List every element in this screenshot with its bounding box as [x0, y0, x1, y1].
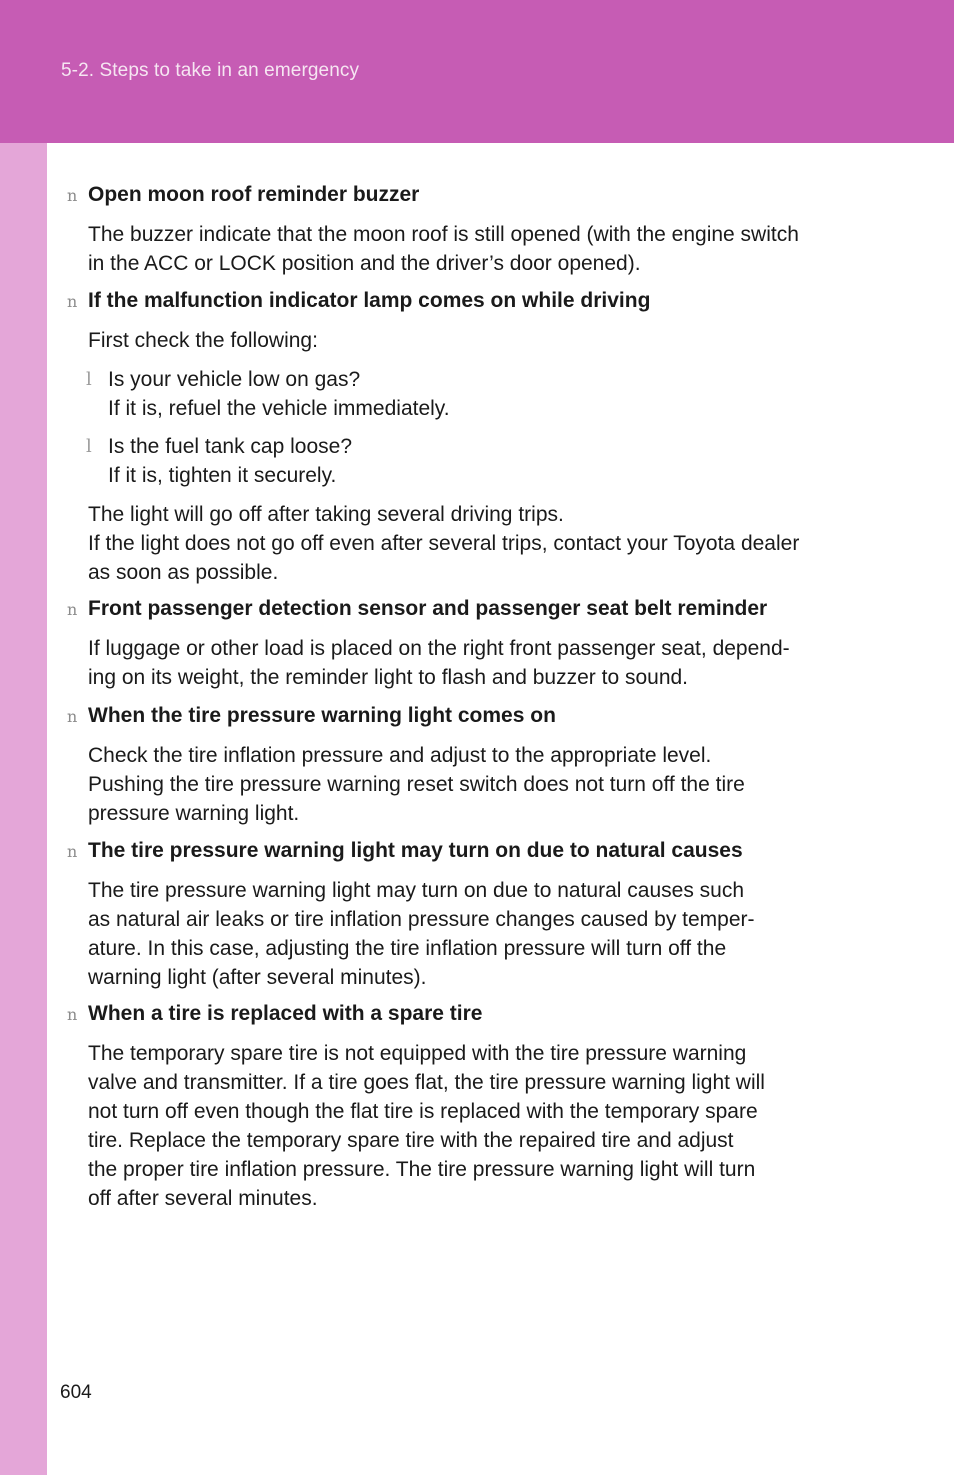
body-line: tire. Replace the temporary spare tire with the repaired tire and adjust — [88, 1129, 734, 1152]
section-body — [88, 634, 857, 692]
heading-text: Front passenger detection sensor and passenger seat belt reminder — [88, 597, 768, 620]
body-line: The tire pressure warning light may turn on due to natural causes such — [88, 879, 745, 902]
heading-text: When the tire pressure warning light comes on — [88, 704, 556, 727]
section-heading — [67, 1002, 867, 1026]
body-line: Pushing the tire pressure warning reset switch does not turn off the tire — [88, 773, 745, 796]
heading-marker-icon: n — [67, 842, 78, 861]
body-line: First check the following: — [88, 329, 318, 352]
heading-text: The tire pressure warning light may turn on due to natural causes — [88, 839, 743, 862]
body-line: The temporary spare tire is not equipped with the tire pressure warning — [88, 1042, 747, 1065]
section-heading — [67, 289, 867, 313]
section-body — [88, 876, 857, 992]
section-intro — [88, 326, 857, 355]
header-band — [0, 0, 954, 143]
body-line: as soon as possible. — [88, 561, 279, 584]
page-number: 604 — [60, 1382, 92, 1403]
section-body — [88, 220, 857, 278]
bullet-question: Is the fuel tank cap loose? — [108, 435, 352, 458]
body-line: as natural air leaks or tire inflation pressure changes caused by temper- — [88, 908, 755, 931]
section-heading — [67, 183, 867, 207]
section-body — [88, 500, 857, 587]
heading-marker-icon: n — [67, 292, 78, 311]
body-line: Check the tire inflation pressure and adjust to the appropriate level. — [88, 744, 712, 767]
body-line: valve and transmitter. If a tire goes flat, the tire pressure warning light will — [88, 1071, 765, 1094]
heading-text: When a tire is replaced with a spare tire — [88, 1002, 483, 1025]
section-body — [88, 1039, 857, 1213]
body-line: the proper tire inflation pressure. The tire pressure warning light will turn — [88, 1158, 756, 1181]
section-body — [88, 741, 857, 828]
body-line: If luggage or other load is placed on the right front passenger seat, depend- — [88, 637, 790, 660]
section-title: 5-2. Steps to take in an emergency — [61, 60, 360, 81]
heading-marker-icon: n — [67, 600, 78, 619]
section-heading — [67, 704, 867, 728]
heading-marker-icon: n — [67, 707, 78, 726]
heading-text: Open moon roof reminder buzzer — [88, 183, 420, 206]
body-line: not turn off even though the flat tire is replaced with the temporary spare — [88, 1100, 758, 1123]
body-line: The light will go off after taking several driving trips. — [88, 503, 564, 526]
bullet-answer: If it is, refuel the vehicle immediately. — [108, 397, 450, 420]
bullet-question: Is your vehicle low on gas? — [108, 368, 361, 391]
bullet-answer: If it is, tighten it securely. — [108, 464, 337, 487]
section-heading — [67, 839, 867, 863]
heading-text: If the malfunction indicator lamp comes on while driving — [88, 289, 651, 312]
body-line: If the light does not go off even after several trips, contact your Toyota dealer — [88, 532, 800, 555]
side-tab — [0, 143, 47, 1475]
body-line: warning light (after several minutes). — [88, 966, 427, 989]
body-line: ature. In this case, adjusting the tire inflation pressure will turn off the — [88, 937, 727, 960]
body-line: The buzzer indicate that the moon roof is still opened (with the engine switch — [88, 223, 799, 246]
section-heading — [67, 597, 867, 621]
body-line: in the ACC or LOCK position and the driver’s door opened). — [88, 252, 641, 275]
body-line: pressure warning light. — [88, 802, 300, 825]
heading-marker-icon: n — [67, 1005, 78, 1024]
body-line: ing on its weight, the reminder light to flash and buzzer to sound. — [88, 666, 689, 689]
heading-marker-icon: n — [67, 186, 78, 205]
bullet-marker-icon: l — [86, 369, 92, 390]
body-line: off after several minutes. — [88, 1187, 318, 1210]
bullet-marker-icon: l — [86, 436, 92, 457]
